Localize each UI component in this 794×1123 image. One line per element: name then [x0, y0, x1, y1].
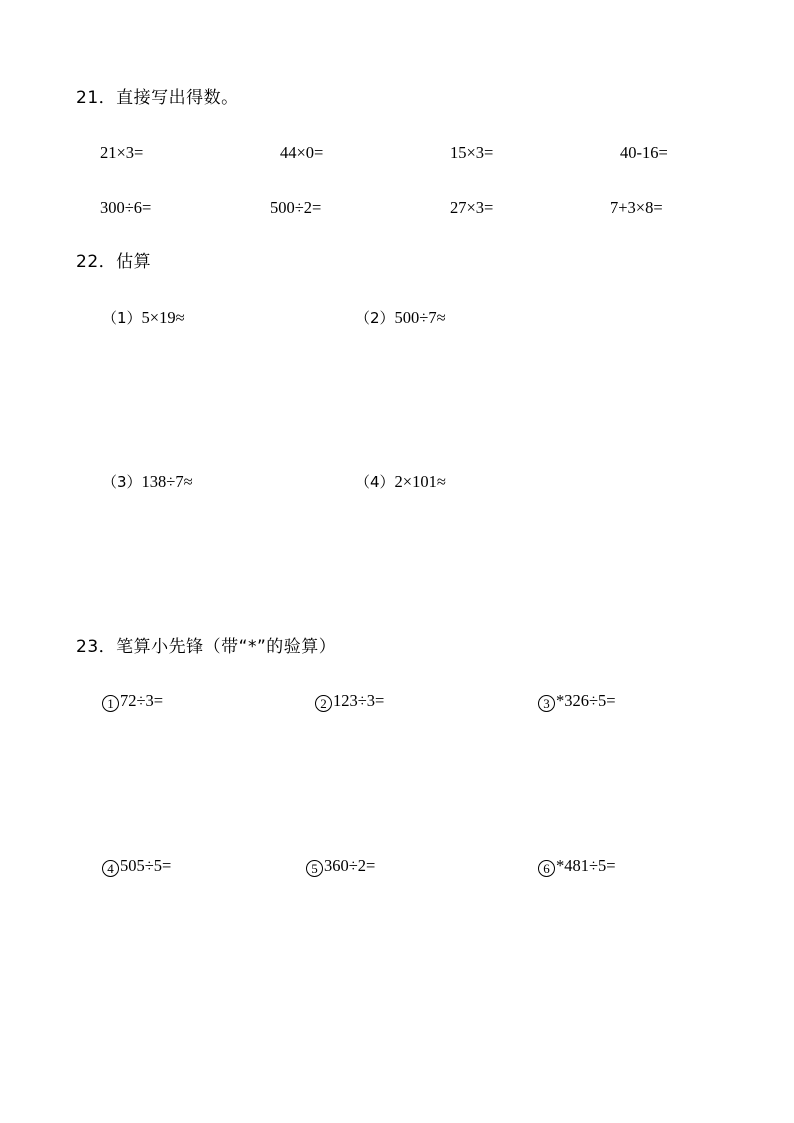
written-calc-problem [102, 691, 163, 712]
problem-expression: 123÷3= [333, 691, 385, 710]
problem-number: （1） [102, 309, 142, 327]
circled-number: 4 [102, 860, 119, 877]
mental-math-problem: 500÷2= [270, 198, 322, 217]
problem-number: （3） [102, 473, 142, 491]
estimation-problem [355, 472, 446, 492]
problem-number: （2） [355, 309, 395, 327]
circled-number: 3 [538, 695, 555, 712]
problem-number: （4） [355, 473, 395, 491]
estimation-problem [355, 308, 446, 328]
written-calc-problem [306, 856, 375, 877]
problem-expression: 138÷7≈ [141, 472, 193, 491]
problem-expression: 72÷3= [120, 691, 164, 710]
circled-number: 6 [538, 860, 555, 877]
section-21-heading: 21．直接写出得数。 [76, 88, 239, 108]
mental-math-problem: 21×3= [100, 143, 144, 162]
problem-expression: 2×101≈ [394, 472, 446, 491]
problem-expression: 500÷7≈ [394, 308, 446, 327]
mental-math-problem: 27×3= [450, 198, 494, 217]
estimation-problem [102, 308, 185, 328]
written-calc-problem [315, 691, 384, 712]
estimation-problem [102, 472, 193, 492]
mental-math-problem: 44×0= [280, 143, 324, 162]
circled-number: 1 [102, 695, 119, 712]
circled-number: 5 [306, 860, 323, 877]
mental-math-problem: 7+3×8= [610, 198, 663, 217]
problem-expression: 505÷5= [120, 856, 172, 875]
problem-expression: *481÷5= [556, 856, 616, 875]
section-23-heading: 23．笔算小先锋（带“*”的验算） [76, 637, 337, 657]
problem-expression: *326÷5= [556, 691, 616, 710]
section-22-heading: 22．估算 [76, 252, 152, 272]
written-calc-problem [538, 856, 616, 877]
mental-math-problem: 40-16= [620, 143, 668, 162]
written-calc-problem [102, 856, 171, 877]
problem-expression: 5×19≈ [141, 308, 185, 327]
circled-number: 2 [315, 695, 332, 712]
written-calc-problem [538, 691, 616, 712]
mental-math-problem: 300÷6= [100, 198, 152, 217]
problem-expression: 360÷2= [324, 856, 376, 875]
mental-math-problem: 15×3= [450, 143, 494, 162]
